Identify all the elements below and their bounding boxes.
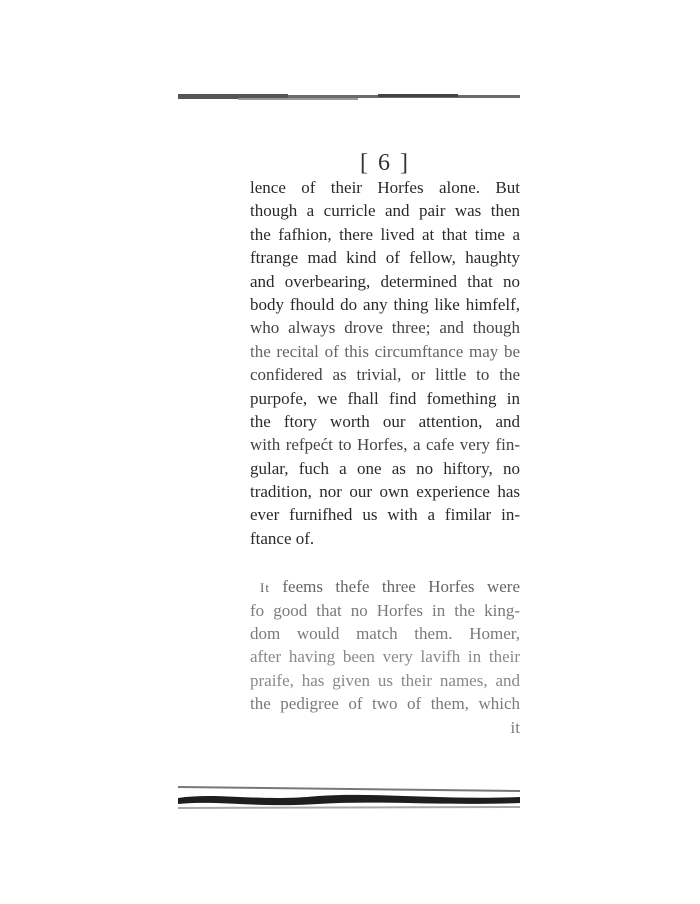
text-line: ftance of. bbox=[250, 528, 315, 548]
paragraph-opening-line bbox=[250, 575, 520, 598]
text-line: with refpećt to Horfes, a cafe very fin- bbox=[250, 435, 520, 455]
body-text bbox=[250, 176, 520, 739]
text-line: ftrange mad kind of fellow, haughty bbox=[250, 248, 520, 268]
paragraph-gap bbox=[250, 550, 520, 575]
text-line: who always drove three; and though bbox=[250, 318, 520, 338]
text-line: body fhould do any thing like himfelf, bbox=[250, 294, 520, 314]
text-line: the pedigree of two of them, which bbox=[250, 694, 520, 714]
bottom-rule bbox=[178, 780, 520, 816]
text-line: praife, has given us their names, and bbox=[250, 670, 520, 690]
text-line: the recital of this circumftance may be bbox=[250, 341, 520, 361]
text-line: the fafhion, there lived at that time a bbox=[250, 224, 520, 244]
text-line: after having been very lavifh in their bbox=[250, 647, 520, 667]
text-line: purpofe, we fhall find fomething in bbox=[250, 388, 520, 408]
text-line: though a curricle and pair was then bbox=[250, 201, 520, 221]
text-line: the ftory worth our attention, and bbox=[250, 411, 520, 431]
opening-rest: feems thefe three Horfes were bbox=[269, 577, 520, 597]
drop-word: It bbox=[260, 580, 270, 596]
text-line: gular, fuch a one as no hiftory, no bbox=[250, 458, 520, 478]
text-line: and overbearing, determined that no bbox=[250, 271, 520, 291]
text-line: fo good that no Horfes in the king- bbox=[250, 600, 520, 620]
text-line: tradition, nor our own experience has bbox=[250, 482, 520, 502]
top-rule bbox=[178, 93, 520, 103]
text-line: dom would match them. Homer, bbox=[250, 624, 520, 644]
text-line: lence of their Horfes alone. But bbox=[250, 178, 520, 197]
page-number: [ 6 ] bbox=[360, 150, 410, 176]
text-line: ever furnifhed us with a fimilar in- bbox=[250, 505, 520, 525]
text-line: confidered as trivial, or little to the bbox=[250, 365, 520, 385]
catchword: it bbox=[510, 717, 520, 737]
